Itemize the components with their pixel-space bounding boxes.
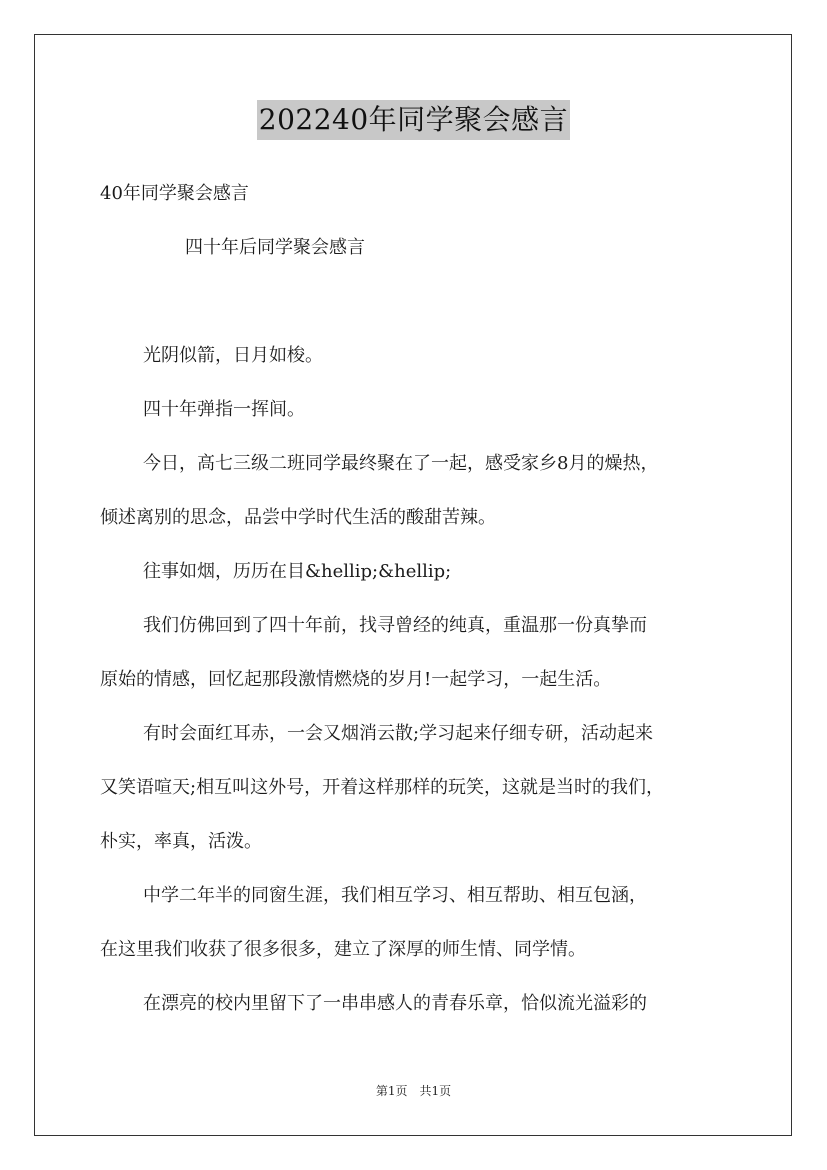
paragraph-line: 原始的情感，回忆起那段激情燃烧的岁月!一起学习，一起生活。 — [100, 669, 612, 690]
section-heading: 四十年后同学聚会感言 — [185, 237, 365, 258]
paragraph-line: 中学二年半的同窗生涯，我们相互学习、相互帮助、相互包涵， — [143, 885, 647, 906]
paragraph-line: 倾述离别的思念，品尝中学时代生活的酸甜苦辣。 — [100, 507, 496, 528]
paragraph-line: 在漂亮的校内里留下了一串串感人的青春乐章，恰似流光溢彩的 — [143, 993, 647, 1014]
title-container — [0, 100, 827, 140]
page-number-footer: 第1页 共1页 — [375, 1084, 452, 1098]
paragraph-line: 又笑语喧天;相互叫这外号，开着这样那样的玩笑，这就是当时的我们， — [100, 777, 665, 798]
paragraph-line: 我们仿佛回到了四十年前，找寻曾经的纯真，重温那一份真挚而 — [143, 615, 647, 636]
document-title: 202240年同学聚会感言 — [257, 100, 570, 140]
paragraph-line: 有时会面红耳赤，一会又烟消云散;学习起来仔细专研，活动起来 — [143, 723, 654, 744]
paragraph-line: 朴实，率真，活泼。 — [100, 831, 262, 852]
document-subtitle: 40年同学聚会感言 — [100, 183, 249, 204]
paragraph-line: 在这里我们收获了很多很多，建立了深厚的师生情、同学情。 — [100, 939, 586, 960]
paragraph-line: 往事如烟，历历在目&hellip;&hellip; — [143, 561, 452, 582]
paragraph-line: 四十年弹指一挥间。 — [143, 399, 305, 420]
paragraph-line: 今日，高七三级二班同学最终聚在了一起，感受家乡8月的燥热， — [143, 453, 659, 474]
paragraph-line: 光阴似箭，日月如梭。 — [143, 345, 323, 366]
